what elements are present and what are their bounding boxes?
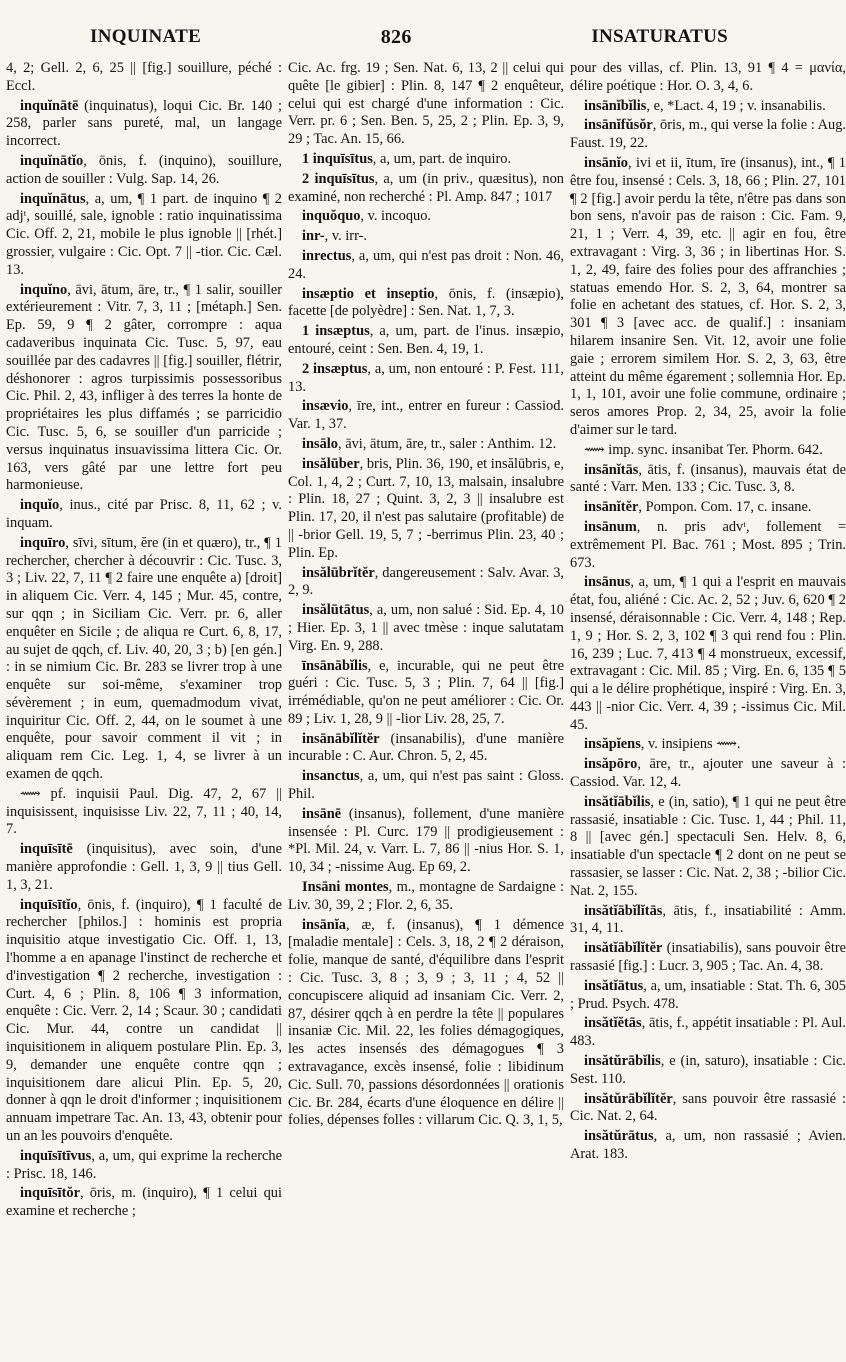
dictionary-entry: 2 inquīsītus, a, um (in priv., quæsitus), non examiné, non recherché : Pl. Amp. 847 ; 1017 (288, 170, 564, 205)
dictionary-entry: insānus, a, um, ¶ 1 qui a l'esprit en mauvais état, fou, aliéné : Cic. Ac. 2, 52 ; Juv. 6, 620 ¶ 2 insensé, déraisonnable : Cic. Verr. 4, 148 ; Rep. 1, 9 ; Hor. S. 2, 3, 102 ¶ 3 qui rend fou : Plin. 16, 239 ; Luc. 7, 413 ¶ 4 monstrueux, excessif, extravagant : Cic. Mil. 85 ; Virg. En. 6, 135 ¶ 5 qui a le délire prophétique, inspiré : Virg. En. 3, 443 || -nior Cic. Verr. 4, 39 ; -issimus Cic. Mil. 45. (570, 574, 846, 733)
dictionary-entry: 1 insæptus, a, um, part. de l'inus. insæpio, entouré, ceint : Sen. Ben. 4, 19, 1. (288, 323, 564, 357)
dictionary-entry: insānĭfŭsŏr, ōris, m., qui verse la folie : Aug. Faust. 19, 22. (570, 117, 846, 152)
dictionary-entry: inquĭo, inus., cité par Prisc. 8, 11, 62 ; v. inquam. (6, 497, 282, 531)
dictionary-entry: insānĭtĕr, Pompon. Com. 17, c. insane. (584, 499, 812, 516)
dictionary-entry: insævio, īre, int., entrer en fureur : Cassiod. Var. 1, 37. (288, 398, 564, 433)
dictionary-entry: inquīro, sīvi, sītum, ĕre (in et quæro), tr., ¶ 1 rechercher, chercher à découvrir : Cic. Tusc. 3, 3 ; Liv. 22, 7, 11 ¶ 2 faire une enquête a) [droit] in aliquem Cic. Verr. 4, 145 ; Mur. 45, contre, sur qqn ; in Siciliam Cic. Verr. pr. 6, aller enquêter en Sicile ; de aliqua re Curt. 6, 8, 17, au sujet de qqch, cf. Liv. 40, 20, 3 ; b) [en gén.] : in se nimium Cic. Br. 283 se livrer trop à une enquête sur soi-même, s'examiner trop sévèrement ; in eum, quemadmodum vivat, inquiritur Cic. Off. 2, 44, on le soumet à une enquête, pour savoir comment il vit ; in aliquam rem Cic. Leg. 1, 4, se livrer à un examen de qqch. (6, 534, 282, 783)
dictionary-entry: ⟿ pf. inquisii Paul. Dig. 47, 2, 67 || inquisissent, inquisisse Liv. 22, 7, 11 ; 40, 14, 7. (6, 785, 282, 838)
dictionary-entry: 4, 2; Gell. 2, 6, 25 || [fig.] souillure, péché : Eccl. (6, 60, 282, 94)
running-header (90, 22, 728, 52)
dictionary-entry: pour des villas, cf. Plin. 13, 91 ¶ 4 = μανία, délire poétique : Hor. O. 3, 4, 6. (570, 60, 846, 94)
dictionary-entry: insānĭo, ivi et ii, ītum, īre (insanus), int., ¶ 1 être fou, insensé : Cels. 3, 18, 66 ; Plin. 27, 101 ¶ 2 [fig.] avoir perdu la tête, n'être pas dans son bon sens, n'avoir pas de raison : Cic. Fam. 9, 21, 1 ; Verr. 4, 39, etc. || agir en fou, être extravagant : Virg. 3, 36 ; in libertinas Hor. S. 1, 2, 49, faire des folies pour des affranchies ; statuas emendo Hor. S. 2, 3, 64, montrer sa folie en achetant des statues, cf. Hor. S. 2, 3, 301 ¶ 3 [avec acc. de qualif.] : insaniam hilarem insanire Sen. Vit. 12, avoir une folie gaie ; errorem similem Hor. S. 2, 3, 63, être atteint du même égarement ; sollemnia Hor. Ep. 1, 1, 101, avoir une folie commune, ordinaire ; seros amores Prop. 2, 34, 25, avoir la folie d'aimer sur le tard. (570, 154, 846, 438)
dictionary-entry: insătĭĕtās, ātis, f., appétit insatiable : Pl. Aul. 483. (570, 1015, 846, 1050)
dictionary-entry: insānum, n. pris advᵗ, follement = extrêmement Pl. Bac. 761 ; Most. 895 ; Trin. 673. (570, 518, 846, 571)
dictionary-entry: ⟿ imp. sync. insanibat Ter. Phorm. 642. (584, 441, 823, 458)
dictionary-entry: insānĭbĭlis, e, *Lact. 4, 19 ; v. insanabilis. (584, 97, 826, 114)
dictionary-entry: inquŏquo, v. incoquo. (302, 208, 432, 225)
dictionary-entry: insānĭtās, ātis, f. (insanus), mauvais état de santé : Varr. Men. 133 ; Cic. Tusc. 3, 8. (570, 461, 846, 496)
dictionary-entry: insālo, āvi, ātum, āre, tr., saler : Anthim. 12. (302, 435, 557, 452)
text-columns (6, 60, 846, 1358)
header-right-guideword: INSATURATUS (591, 26, 728, 47)
dictionary-entry: insătĭābĭlĭtās, ātis, f., insatiabilité : Amm. 31, 4, 11. (570, 902, 846, 937)
column-right (570, 60, 846, 1358)
dictionary-entry: inquīsītĭo, ōnis, f. (inquiro), ¶ 1 faculté de rechercher [philos.] : hominis est propria inquisitio atque investigatio Cic. Off. 1, 13, l'homme a en apanage l'instinct de recherche et d'investigation ¶ 2 recherche, investigation : Curt. 4, 6 ; Plin. 8, 106 ¶ 3 information, enquête : Cic. Verr. 2, 14 ; Scaur. 30 ; candidati Cic. Mur. 44, contre un candidat || inquisitionem in aliquem postulare Plin. Ep. 3, 9, demander une enquête contre qqn ; inquisitionem dare alicui Plin. Ep. 5, 20, donner à qqn le droit d'informer ; inquisitionem annuam impetrare Tac. An. 13, 43, obtenir pour un an les pouvoirs d'enquête. (6, 896, 282, 1145)
dictionary-entry: insălūber, bris, Plin. 36, 190, et insălūbris, e, Col. 1, 4, 2 ; Curt. 7, 10, 13, malsain, insalubre : Plin. 18, 27 ; Quint. 3, 2, 3 || insalubre est Plin. 17, 20, il n'est pas salutaire (profitable) de || -brior Gell. 19, 5, 7 ; -berrimus Plin. 23, 40 ; Plin. Ep. (288, 455, 564, 561)
dictionary-entry: inquĭnātē (inquinatus), loqui Cic. Br. 140 ; 258, parler sans pureté, mal, un langage incorrect. (6, 97, 282, 150)
dictionary-entry: Cic. Ac. frg. 19 ; Sen. Nat. 6, 13, 2 || celui qui quête [le gibier] : Plin. 8, 147 ¶ 2 enquêteur, celui qui est chargé d'une information : Cic. Verr. pr. 6 ; Sen. Ben. 5, 25, 2 ; Plin. Ep. 3, 9, 29 ; Tac. An. 15, 66. (288, 60, 564, 148)
dictionary-entry: inrectus, a, um, qui n'est pas droit : Non. 46, 24. (288, 247, 564, 282)
dictionary-entry: insæptio et inseptio, ōnis, f. (insæpio), facette [de polyèdre] : Sen. Nat. 1, 7, 3. (288, 285, 564, 320)
dictionary-entry: insătĭābĭlĭtĕr (insatiabilis), sans pouvoir être rassasié [fig.] : Lucr. 3, 905 ; Tac. An. 4, 38. (570, 940, 846, 975)
dictionary-entry: inquīsītē (inquisitus), avec soin, d'une manière approfondie : Gell. 1, 3, 9 || tius Gell. 1, 3, 21. (6, 841, 282, 893)
dictionary-entry: insānĭa, æ, f. (insanus), ¶ 1 démence [maladie mentale] : Cels. 3, 18, 2 ¶ 2 déraison, folie, manque de santé, d'équilibre dans l'esprit : Cic. Tusc. 3, 8 ; 3, 9 ; 3, 11 ; 4, 52 || concupiscere aliquid ad insaniam Cic. Verr. 2, 87, désirer qqch à en perdre la tête || populares insaniæ Cic. Mil. 22, les folies démagogiques, les actes insensés des démagogues ¶ 3 extravagance, excès insensé, folie : libidinum Cic. Sull. 70, passions désordonnées || orationis Cic. Br. 284, écarts d'une éloquence en délire || folies, dépenses folles : villarum Cic. Q. 3, 1, 5, (288, 916, 564, 1129)
dictionary-entry: insānābĭlĭtĕr (insanabilis), d'une manière incurable : C. Aur. Chron. 5, 2, 45. (288, 730, 564, 765)
dictionary-entry: 1 inquīsītus, a, um, part. de inquiro. (302, 150, 512, 167)
dictionary-entry: inquĭnātĭo, ōnis, f. (inquino), souillure, action de souiller : Vulg. Sap. 14, 26. (6, 152, 282, 187)
dictionary-entry: īnsānābĭlis, e, incurable, qui ne peut être guéri : Cic. Tusc. 5, 3 ; Plin. 7, 64 || [fig.] irrémédiable, qu'on ne peut améliorer : Cic. Or. 89 ; Liv. 1, 28, 9 || -lior Liv. 28, 25, 7. (288, 657, 564, 727)
dictionary-entry: insăpĭens, v. insipiens ⟿. (584, 736, 741, 753)
dictionary-entry: insānē (insanus), follement, d'une manière insensée : Pl. Curc. 179 || prodigieusement : *Pl. Mil. 24, v. Varr. L. 7, 86 || -nius Hor. S. 1, 10, 34 ; -nissime Aug. Ep 69, 2. (288, 805, 564, 876)
header-left-guideword: INQUINATE (90, 26, 202, 47)
dictionary-entry: inquīsītīvus, a, um, qui exprime la recherche : Prisc. 18, 146. (6, 1147, 282, 1182)
dictionary-entry: insătŭrābĭlis, e (in, saturo), insatiable : Cic. Sest. 110. (570, 1053, 846, 1087)
dictionary-entry: inquĭno, āvi, ātum, āre, tr., ¶ 1 salir, souiller extérieurement : Vitr. 7, 3, 11 ; [métaph.] Sen. Ep. 59, 9 ¶ 2 gâter, corrompre : aqua cadaveribus inquinata Cic. Tusc. 5, 97, eau souillée par des cadavres || [fig.] souiller, flétrir, déshonorer : agros turpissimis possessoribus Cic. Phil. 2, 43, infliger à des terres la honte de propriétaires les plus diffamés ; se parricidio Cic. Tusc. 5, 6, se souiller d'un parricide ; versus inquinatus insuavissima littera Cic. Or. 163, vers gâté par une lettre fort peu harmonieuse. (6, 281, 282, 494)
dictionary-entry: insătĭābĭlis, e (in, satio), ¶ 1 qui ne peut être rassasié, insatiable : Cic. Tusc. 1, 44 ; Phil. 11, 8 || [avec gén.] spectaculi Sen. Helv. 8, 6, insatiable d'un spectacle ¶ 2 dont on ne peut se rassasier, se lasser : Cic. Nat. 2, 38 ; -bilior Cic. Nat. 2, 155. (570, 793, 846, 899)
dictionary-entry: 2 insæptus, a, um, non entouré : P. Fest. 111, 13. (288, 360, 564, 395)
dictionary-entry: insătĭātus, a, um, insatiable : Stat. Th. 6, 305 ; Prud. Psych. 478. (570, 977, 846, 1012)
dictionary-entry: inquīsītŏr, ōris, m. (inquiro), ¶ 1 celui qui examine et recherche ; (6, 1185, 282, 1220)
page-number: 826 (380, 25, 412, 48)
dictionary-entry: inquĭnātus, a, um, ¶ 1 part. de inquino ¶ 2 adjᵗ, souillé, sale, ignoble : ratio inquinatissima Cic. Off. 2, 21, mobile le plus ignoble || [rhét.] grossier, vulgaire : Cic. Opt. 7 || -tior. Cic. Cæl. 13. (6, 190, 282, 278)
dictionary-entry: inr-, v. irr-. (302, 228, 367, 245)
dictionary-entry: insăpōro, āre, tr., ajouter une saveur à : Cassiod. Var. 12, 4. (570, 756, 846, 791)
dictionary-entry: insătŭrābĭlĭtĕr, sans pouvoir être rassasié : Cic. Nat. 2, 64. (570, 1090, 846, 1125)
dictionary-entry: insanctus, a, um, qui n'est pas saint : Gloss. Phil. (288, 768, 564, 803)
dictionary-entry: insălūbrĭtĕr, dangereusement : Salv. Avar. 3, 2, 9. (288, 564, 564, 599)
dictionary-entry: Insāni montes, m., montagne de Sardaigne : Liv. 30, 39, 2 ; Flor. 2, 6, 35. (288, 879, 564, 913)
column-middle (288, 60, 564, 1358)
column-left (6, 60, 282, 1358)
dictionary-entry: insătŭrātus, a, um, non rassasié ; Avien. Arat. 183. (570, 1128, 846, 1163)
dictionary-entry: insălūtātus, a, um, non salué : Sid. Ep. 4, 10 ; Hier. Ep. 3, 1 || avec tmèse : inque salutatam Virg. En. 9, 288. (288, 602, 564, 654)
